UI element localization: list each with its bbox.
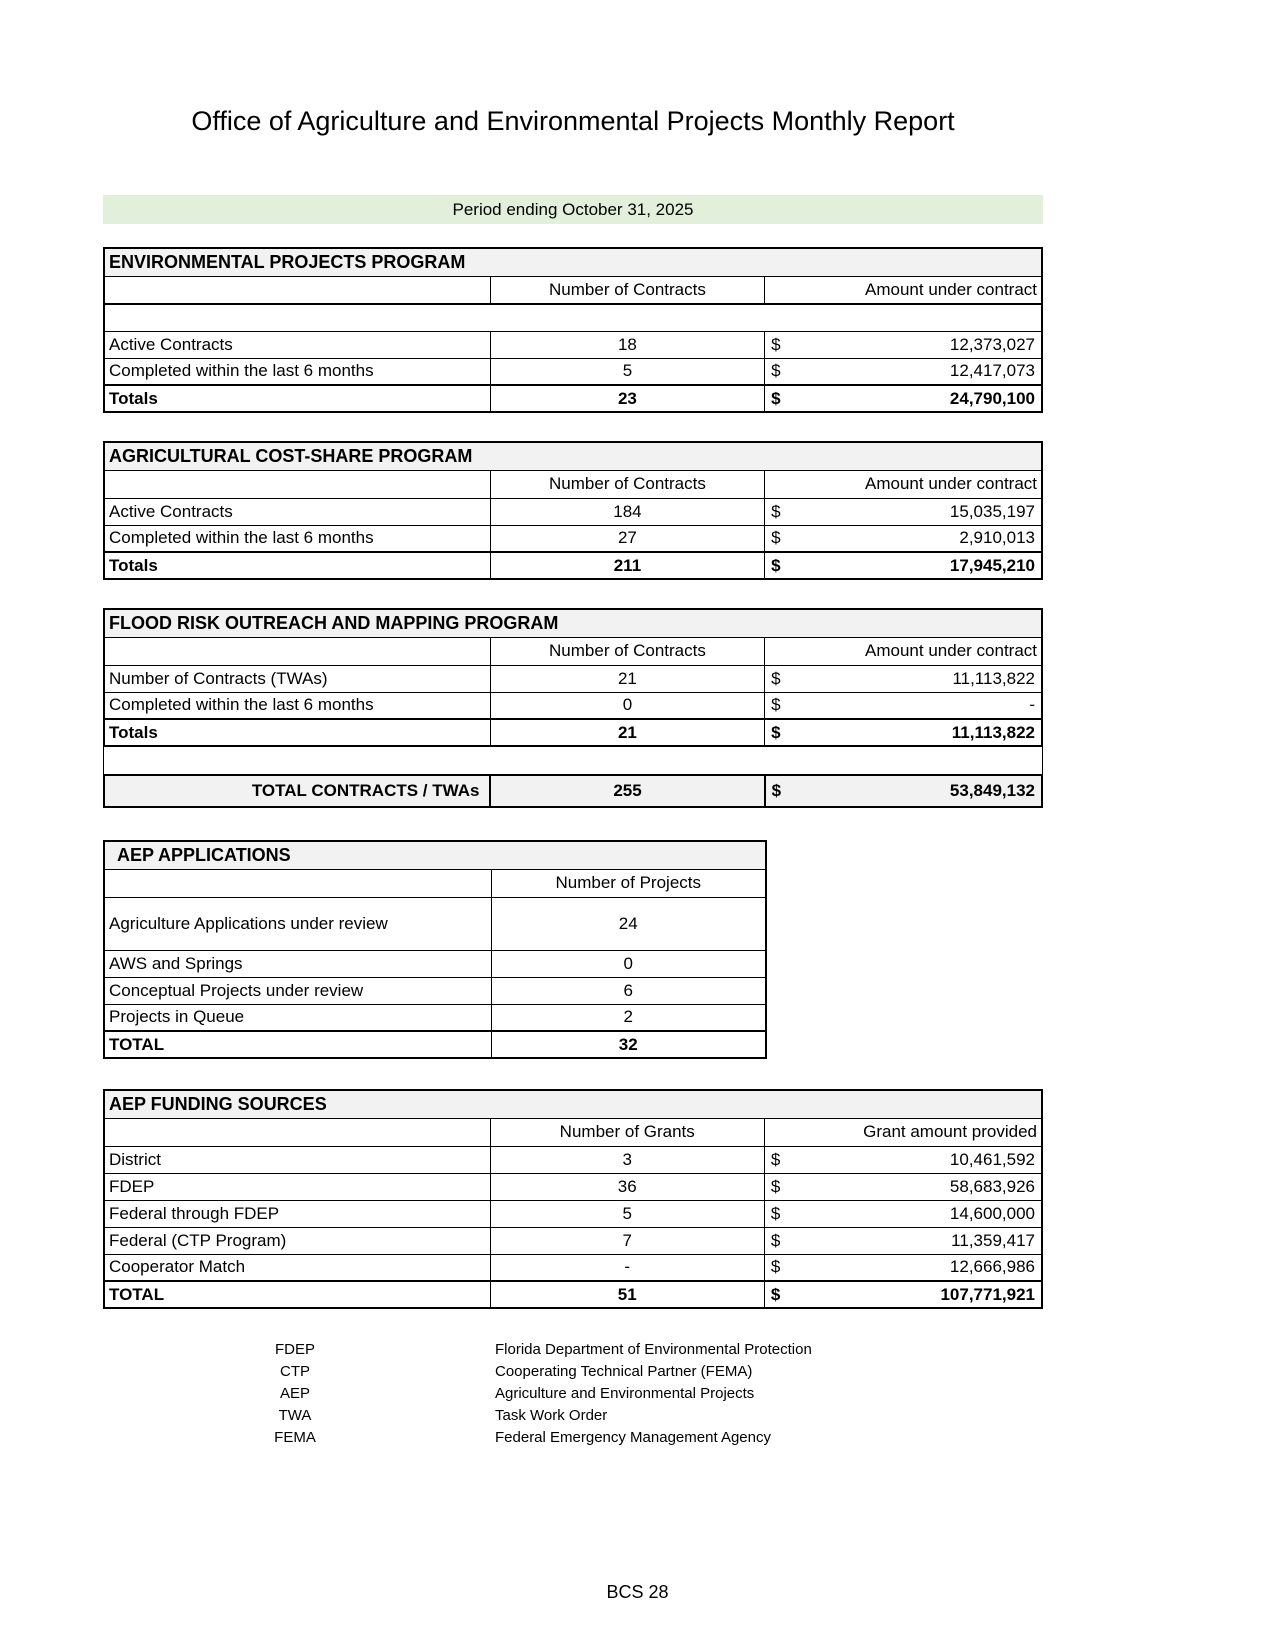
- column-header-row: [104, 470, 1042, 498]
- amount-cell: [764, 1281, 1042, 1308]
- table-row: [104, 525, 1042, 552]
- value-cell: 6: [491, 977, 766, 1004]
- count-cell: 36: [490, 1173, 764, 1200]
- flood-risk-table: [103, 608, 1043, 747]
- empty-header-cell: [104, 470, 490, 498]
- glossary-definition: Cooperating Technical Partner (FEMA): [495, 1363, 753, 1380]
- row-label-cell: Totals: [104, 552, 490, 579]
- table-row: [104, 1173, 1042, 1200]
- count-cell: 7: [490, 1227, 764, 1254]
- page-footer: BCS 28: [606, 1582, 669, 1602]
- row-label-cell: AWS and Springs: [104, 950, 491, 977]
- row-label-cell: Active Contracts: [104, 498, 490, 525]
- table-row: [104, 897, 766, 950]
- environmental-projects-table: [103, 247, 1043, 413]
- glossary-term: FDEP: [274, 1341, 315, 1358]
- row-label-cell: Number of Contracts (TWAs): [104, 665, 490, 692]
- row-label-cell: TOTAL: [104, 1281, 490, 1308]
- column-header-row: [104, 1118, 1042, 1146]
- currency-symbol: $: [770, 1230, 781, 1250]
- currency-symbol: $: [771, 668, 781, 688]
- section-title: FLOOD RISK OUTREACH AND MAPPING PROGRAM: [104, 609, 1042, 637]
- empty-header-cell: [104, 869, 491, 897]
- count-cell: 23: [490, 385, 764, 412]
- currency-symbol: $: [771, 334, 781, 354]
- amount-header-cell: Amount under contract: [765, 276, 1042, 304]
- amount-value: 2,910,013: [959, 528, 1035, 548]
- table-row: [104, 1004, 766, 1031]
- period-band: Period ending October 31, 2025: [103, 195, 1043, 224]
- grand-total-label: TOTAL CONTRACTS / TWAs: [104, 775, 490, 807]
- row-label-cell: Projects in Queue: [104, 1004, 491, 1031]
- totals-row: [104, 1281, 1042, 1308]
- table-title-row: [104, 248, 1042, 276]
- amount-value: 17,945,210: [949, 555, 1035, 575]
- empty-header-cell: [104, 1118, 490, 1146]
- count-cell: -: [490, 1254, 764, 1281]
- row-label-cell: Totals: [104, 385, 490, 412]
- amount-value: 10,461,592: [949, 1149, 1035, 1169]
- amount-value: 11,113,822: [951, 722, 1035, 742]
- currency-symbol: $: [770, 1176, 781, 1196]
- blank-cell: [104, 304, 1042, 331]
- count-header-cell: Number of Contracts: [490, 470, 764, 498]
- amount-value: 107,771,921: [940, 1284, 1035, 1304]
- totals-row: [104, 385, 1042, 412]
- glossary-term: FEMA: [274, 1429, 316, 1446]
- row-label-cell: Completed within the last 6 months: [104, 692, 490, 719]
- count-cell: 3: [490, 1146, 764, 1173]
- value-cell: 24: [491, 897, 766, 950]
- bordered-spacer: [103, 747, 1043, 774]
- empty-header-cell: [104, 276, 490, 304]
- aep-funding-sources-table: [103, 1089, 1043, 1309]
- count-cell: 21: [490, 719, 764, 746]
- table-row: [104, 358, 1042, 385]
- row-label-cell: TOTAL: [104, 1031, 491, 1058]
- row-label-cell: FDEP: [104, 1173, 490, 1200]
- currency-symbol: $: [771, 722, 781, 742]
- count-cell: 18: [490, 331, 764, 358]
- currency-symbol: $: [771, 555, 781, 575]
- page-title: Office of Agriculture and Environmental Projects Monthly Report: [191, 106, 955, 136]
- amount-cell: [765, 331, 1042, 358]
- amount-value: 24,790,100: [949, 388, 1035, 408]
- grand-total-count: 255: [490, 775, 764, 807]
- glossary-definition: Federal Emergency Management Agency: [495, 1429, 771, 1446]
- table-row: [104, 950, 766, 977]
- table-row: [104, 692, 1042, 719]
- glossary-definition: Agriculture and Environmental Projects: [495, 1385, 755, 1402]
- count-header-cell: Number of Grants: [490, 1118, 764, 1146]
- currency-symbol: $: [770, 1257, 781, 1277]
- column-header-row: [104, 869, 766, 897]
- count-cell: 211: [490, 552, 764, 579]
- amount-value: 12,417,073: [949, 361, 1035, 381]
- totals-row: [104, 1031, 766, 1058]
- section-title: AGRICULTURAL COST-SHARE PROGRAM: [104, 442, 1042, 470]
- currency-symbol: $: [771, 781, 782, 800]
- row-label-cell: Totals: [104, 719, 490, 746]
- table-row: [104, 1200, 1042, 1227]
- row-label-cell: Agriculture Applications under review: [104, 897, 491, 950]
- row-label-cell: Federal (CTP Program): [104, 1227, 490, 1254]
- table-row: [104, 331, 1042, 358]
- amount-cell: [764, 1227, 1042, 1254]
- row-label-cell: Cooperator Match: [104, 1254, 490, 1281]
- count-cell: 5: [490, 358, 764, 385]
- report-content: [103, 0, 1043, 1449]
- amount-cell: [765, 498, 1042, 525]
- empty-header-cell: [104, 637, 490, 665]
- column-header-row: [104, 637, 1042, 665]
- currency-symbol: $: [771, 501, 781, 521]
- glossary-row: [103, 1361, 1043, 1383]
- row-label-cell: Completed within the last 6 months: [104, 358, 490, 385]
- row-label-cell: Conceptual Projects under review: [104, 977, 491, 1004]
- amount-cell: [765, 358, 1042, 385]
- glossary-term: AEP: [279, 1385, 310, 1402]
- row-label-cell: Active Contracts: [104, 331, 490, 358]
- amount-header-cell: Amount under contract: [765, 637, 1042, 665]
- table-row: [104, 665, 1042, 692]
- amount-cell: [765, 385, 1042, 412]
- currency-symbol: $: [771, 388, 781, 408]
- glossary: [103, 1339, 1043, 1449]
- currency-symbol: $: [770, 1284, 781, 1304]
- count-cell: 0: [490, 692, 764, 719]
- section-title: AEP APPLICATIONS: [104, 841, 766, 869]
- amount-value: 11,359,417: [951, 1230, 1035, 1250]
- currency-symbol: $: [771, 695, 781, 715]
- glossary-term: TWA: [278, 1407, 312, 1424]
- amount-value: 11,113,822: [952, 668, 1035, 688]
- column-header-row: [104, 276, 1042, 304]
- count-cell: 21: [490, 665, 764, 692]
- glossary-definition: Task Work Order: [495, 1407, 608, 1424]
- aep-applications-table: [103, 840, 767, 1059]
- amount-value: -: [1029, 695, 1035, 715]
- table-row: [104, 1146, 1042, 1173]
- table-title-row: [104, 442, 1042, 470]
- amount-value: 12,666,986: [949, 1257, 1035, 1277]
- amount-value: 53,849,132: [949, 781, 1035, 800]
- table-row: [104, 1227, 1042, 1254]
- grand-total-table: [103, 774, 1043, 808]
- amount-cell: [765, 692, 1042, 719]
- amount-cell: [764, 1146, 1042, 1173]
- count-cell: 184: [490, 498, 764, 525]
- amount-cell: [764, 1173, 1042, 1200]
- glossary-row: [103, 1427, 1043, 1449]
- count-header-cell: Number of Contracts: [490, 637, 764, 665]
- amount-cell: [765, 665, 1042, 692]
- amount-cell: [764, 1254, 1042, 1281]
- amount-cell: [765, 552, 1042, 579]
- amount-value: 58,683,926: [949, 1176, 1035, 1196]
- value-cell: 2: [491, 1004, 766, 1031]
- grand-total-row: [104, 775, 1042, 807]
- section-title: AEP FUNDING SOURCES: [104, 1090, 1042, 1118]
- projects-header-cell: Number of Projects: [491, 869, 766, 897]
- totals-row: [104, 552, 1042, 579]
- glossary-term: CTP: [280, 1363, 310, 1380]
- amount-value: 14,600,000: [949, 1203, 1035, 1223]
- amount-cell: [765, 719, 1042, 746]
- totals-row: [104, 719, 1042, 746]
- amount-cell: [765, 525, 1042, 552]
- amount-cell: [764, 1200, 1042, 1227]
- currency-symbol: $: [771, 528, 781, 548]
- table-title-row: [104, 1090, 1042, 1118]
- currency-symbol: $: [771, 361, 781, 381]
- currency-symbol: $: [770, 1149, 781, 1169]
- glossary-definition: Florida Department of Environmental Protection: [495, 1341, 812, 1358]
- glossary-row: [103, 1405, 1043, 1427]
- table-title-row: [104, 609, 1042, 637]
- amount-header-cell: Amount under contract: [765, 470, 1042, 498]
- table-row: [104, 1254, 1042, 1281]
- table-row: [104, 498, 1042, 525]
- grand-total-amount-cell: [765, 775, 1042, 807]
- agricultural-cost-share-table: [103, 441, 1043, 580]
- glossary-row: [103, 1383, 1043, 1405]
- value-cell: 32: [491, 1031, 766, 1058]
- row-label-cell: District: [104, 1146, 490, 1173]
- table-row: [104, 977, 766, 1004]
- value-cell: 0: [491, 950, 766, 977]
- section-title: ENVIRONMENTAL PROJECTS PROGRAM: [104, 248, 1042, 276]
- count-header-cell: Number of Contracts: [490, 276, 764, 304]
- count-cell: 51: [490, 1281, 764, 1308]
- row-label-cell: Completed within the last 6 months: [104, 525, 490, 552]
- table-title-row: [104, 841, 766, 869]
- count-cell: 27: [490, 525, 764, 552]
- glossary-row: [103, 1339, 1043, 1361]
- row-label-cell: Federal through FDEP: [104, 1200, 490, 1227]
- amount-value: 15,035,197: [949, 501, 1035, 521]
- amount-header-cell: Grant amount provided: [764, 1118, 1042, 1146]
- amount-value: 12,373,027: [949, 334, 1035, 354]
- count-cell: 5: [490, 1200, 764, 1227]
- currency-symbol: $: [770, 1203, 781, 1223]
- blank-row: [104, 304, 1042, 331]
